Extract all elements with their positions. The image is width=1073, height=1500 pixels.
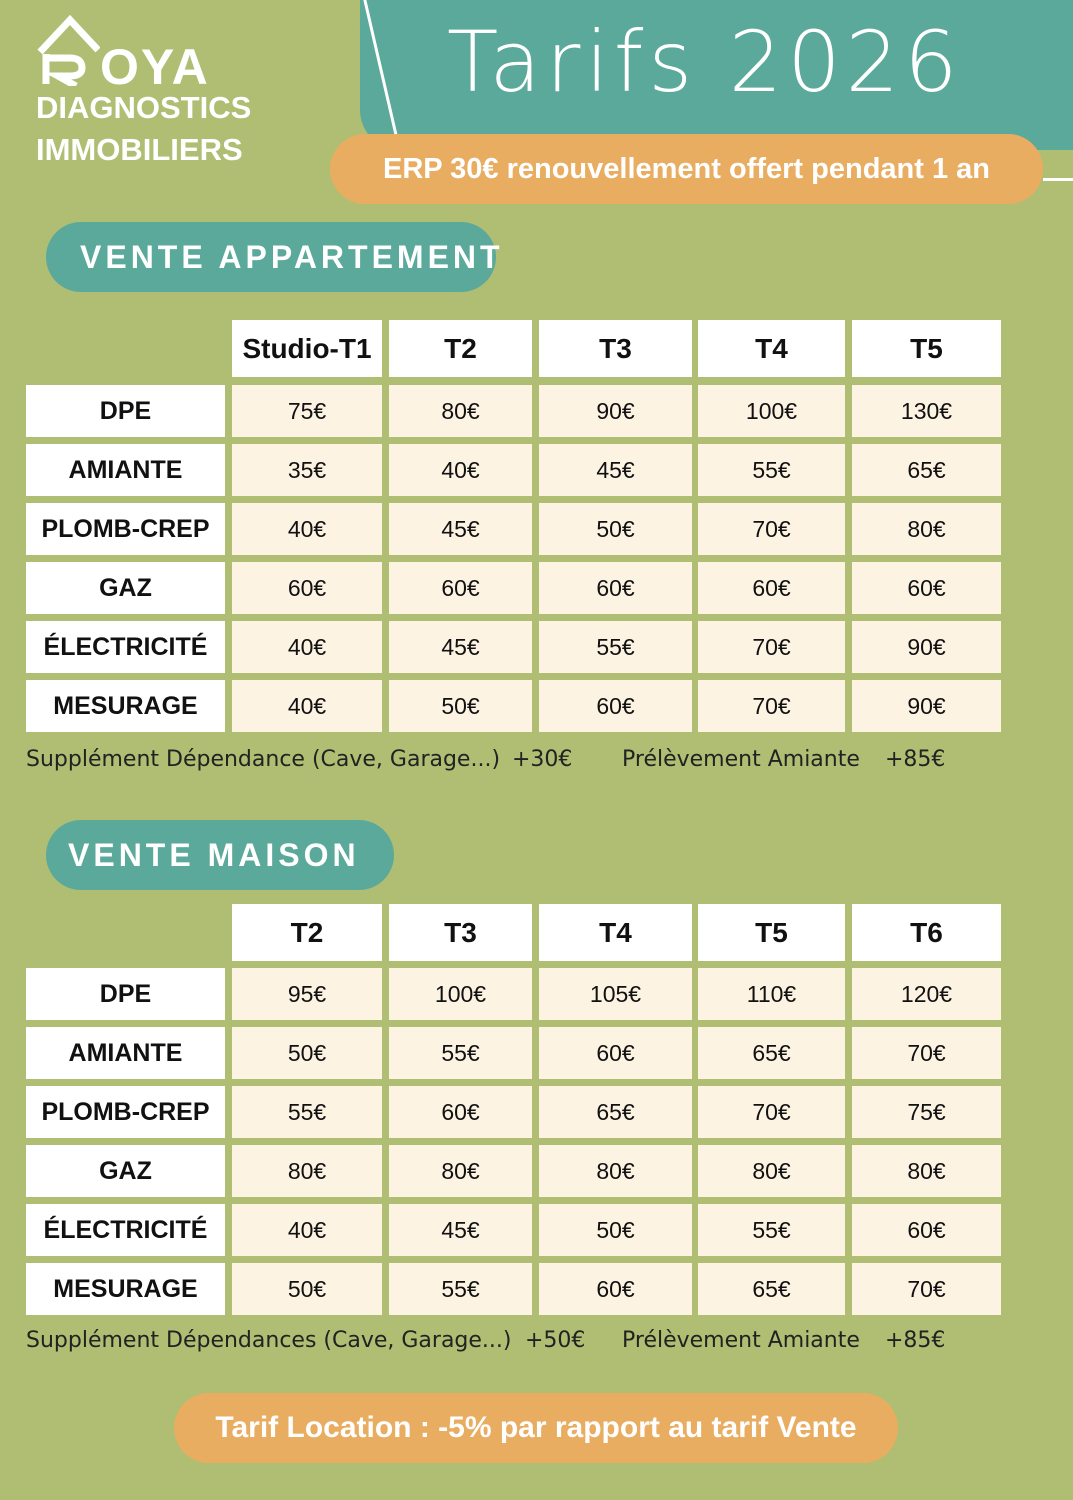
price-cell: 90€	[539, 385, 692, 437]
location-discount-banner: Tarif Location : -5% par rapport au tarif Vente	[174, 1393, 898, 1463]
column-header: T5	[852, 320, 1001, 377]
supplement-price-maison: +50€	[525, 1328, 586, 1353]
row-label: GAZ	[26, 1145, 225, 1197]
price-cell: 60€	[232, 562, 382, 614]
prelevement-price-appartement: +85€	[885, 747, 946, 772]
price-cell: 100€	[389, 968, 532, 1020]
price-cell: 40€	[232, 1204, 382, 1256]
price-cell: 75€	[852, 1086, 1001, 1138]
supplement-price-appartement: +30€	[512, 747, 573, 772]
column-header: T6	[852, 904, 1001, 961]
price-cell: 35€	[232, 444, 382, 496]
price-cell: 55€	[389, 1263, 532, 1315]
price-cell: 70€	[698, 680, 845, 732]
price-cell: 65€	[852, 444, 1001, 496]
price-cell: 65€	[698, 1263, 845, 1315]
section-title-maison: VENTE MAISON	[46, 820, 394, 890]
section-title-appartement: VENTE APPARTEMENT	[46, 222, 496, 292]
prelevement-note-appartement: Prélèvement Amiante	[622, 747, 860, 772]
row-label: GAZ	[26, 562, 225, 614]
row-label: PLOMB-CREP	[26, 503, 225, 555]
row-label: AMIANTE	[26, 444, 225, 496]
price-cell: 45€	[389, 503, 532, 555]
price-cell: 90€	[852, 621, 1001, 673]
price-cell: 55€	[698, 444, 845, 496]
price-cell: 80€	[232, 1145, 382, 1197]
row-label: ÉLECTRICITÉ	[26, 1204, 225, 1256]
price-cell: 45€	[389, 1204, 532, 1256]
price-cell: 130€	[852, 385, 1001, 437]
price-cell: 65€	[698, 1027, 845, 1079]
price-cell: 55€	[539, 621, 692, 673]
logo-line-immobiliers: IMMOBILIERS	[36, 132, 243, 167]
erp-banner-line	[1043, 178, 1073, 181]
price-cell: 70€	[698, 1086, 845, 1138]
price-cell: 45€	[539, 444, 692, 496]
column-header: T4	[539, 904, 692, 961]
supplement-note-maison: Supplément Dépendances (Cave, Garage...)	[26, 1328, 512, 1353]
price-cell: 60€	[539, 1263, 692, 1315]
price-cell: 60€	[539, 1027, 692, 1079]
price-cell: 60€	[852, 562, 1001, 614]
row-label: PLOMB-CREP	[26, 1086, 225, 1138]
price-cell: 60€	[539, 680, 692, 732]
price-cell: 60€	[698, 562, 845, 614]
price-cell: 55€	[389, 1027, 532, 1079]
price-cell: 70€	[698, 621, 845, 673]
column-header: T2	[389, 320, 532, 377]
price-cell: 75€	[232, 385, 382, 437]
price-cell: 80€	[389, 385, 532, 437]
column-header: T3	[389, 904, 532, 961]
logo-name: OYA	[100, 39, 210, 95]
price-cell: 105€	[539, 968, 692, 1020]
price-cell: 40€	[232, 621, 382, 673]
price-cell: 55€	[698, 1204, 845, 1256]
logo-line-diagnostics: DIAGNOSTICS	[36, 90, 252, 125]
company-logo	[36, 14, 266, 174]
price-cell: 80€	[852, 1145, 1001, 1197]
price-cell: 60€	[389, 1086, 532, 1138]
price-cell: 50€	[232, 1263, 382, 1315]
price-cell: 40€	[232, 680, 382, 732]
row-label: MESURAGE	[26, 680, 225, 732]
erp-offer-banner: ERP 30€ renouvellement offert pendant 1 an	[330, 134, 1043, 204]
price-cell: 70€	[698, 503, 845, 555]
price-cell: 80€	[852, 503, 1001, 555]
price-cell: 95€	[232, 968, 382, 1020]
price-cell: 50€	[539, 503, 692, 555]
prelevement-price-maison: +85€	[885, 1328, 946, 1353]
page-title: Tarifs 2026	[447, 13, 963, 111]
row-label: MESURAGE	[26, 1263, 225, 1315]
price-cell: 40€	[389, 444, 532, 496]
price-cell: 55€	[232, 1086, 382, 1138]
price-cell: 50€	[539, 1204, 692, 1256]
price-cell: 45€	[389, 621, 532, 673]
price-cell: 80€	[389, 1145, 532, 1197]
prelevement-note-maison: Prélèvement Amiante	[622, 1328, 860, 1353]
row-label: AMIANTE	[26, 1027, 225, 1079]
column-header: T2	[232, 904, 382, 961]
price-cell: 50€	[389, 680, 532, 732]
price-cell: 70€	[852, 1027, 1001, 1079]
price-cell: 90€	[852, 680, 1001, 732]
column-header: T5	[698, 904, 845, 961]
price-cell: 60€	[539, 562, 692, 614]
row-label: ÉLECTRICITÉ	[26, 621, 225, 673]
house-logo-icon	[36, 14, 100, 86]
price-cell: 110€	[698, 968, 845, 1020]
column-header: Studio-T1	[232, 320, 382, 377]
supplement-note-appartement: Supplément Dépendance (Cave, Garage...)	[26, 747, 501, 772]
column-header: T4	[698, 320, 845, 377]
column-header: T3	[539, 320, 692, 377]
price-cell: 65€	[539, 1086, 692, 1138]
price-cell: 100€	[698, 385, 845, 437]
price-cell: 70€	[852, 1263, 1001, 1315]
row-label: DPE	[26, 968, 225, 1020]
price-cell: 60€	[852, 1204, 1001, 1256]
price-cell: 120€	[852, 968, 1001, 1020]
price-cell: 80€	[698, 1145, 845, 1197]
price-cell: 50€	[232, 1027, 382, 1079]
price-cell: 60€	[389, 562, 532, 614]
price-cell: 80€	[539, 1145, 692, 1197]
price-cell: 40€	[232, 503, 382, 555]
row-label: DPE	[26, 385, 225, 437]
